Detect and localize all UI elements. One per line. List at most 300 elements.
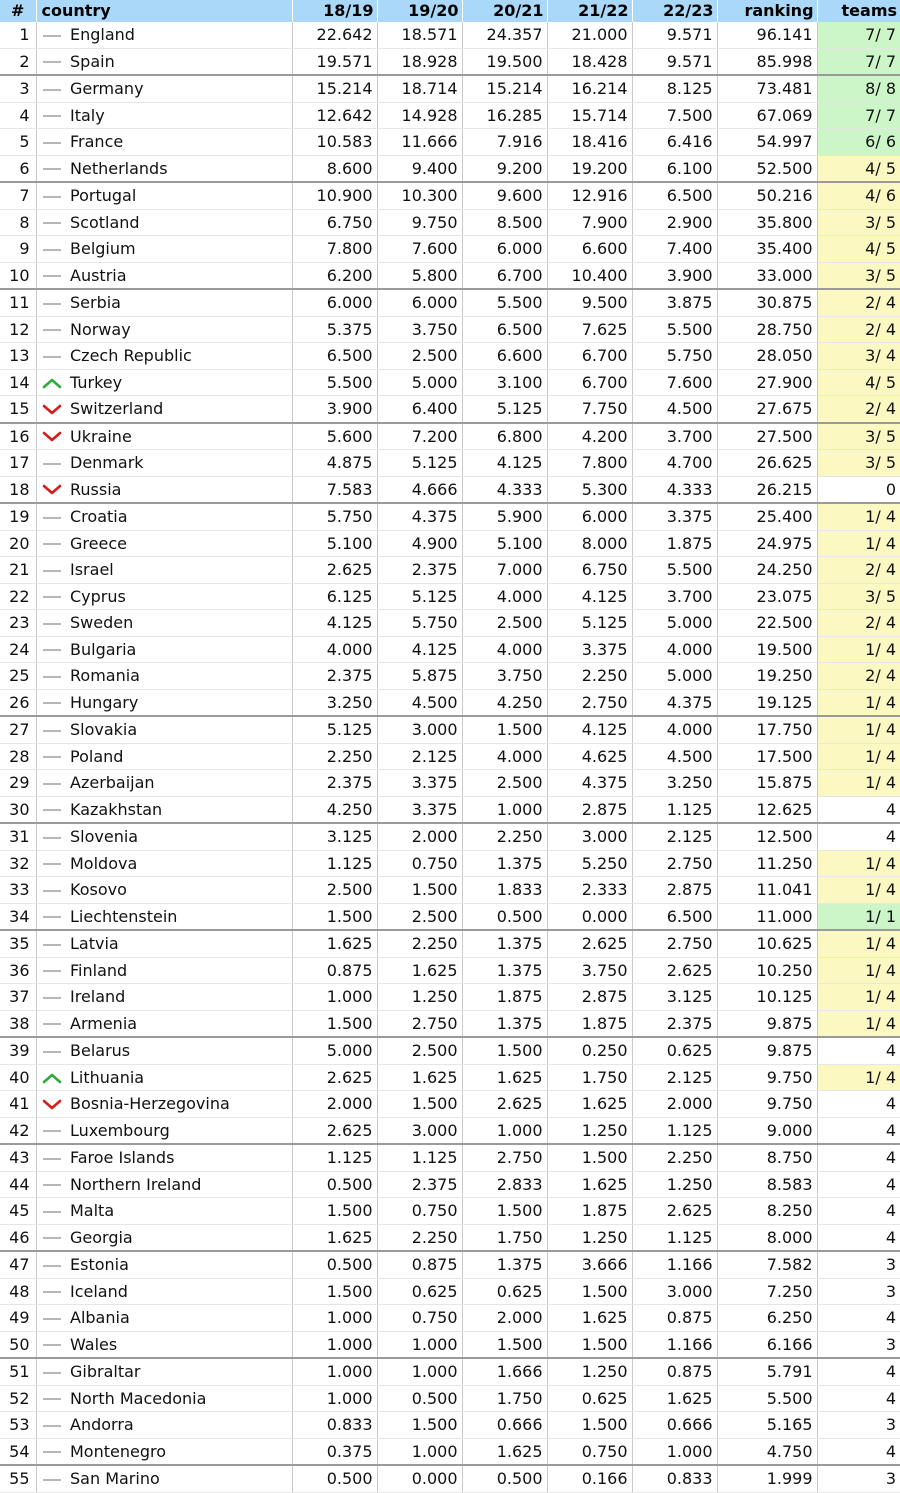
season-score: 5.500 <box>292 369 377 396</box>
ranking-total: 10.250 <box>717 957 817 984</box>
ranking-total: 27.500 <box>717 423 817 450</box>
season-score: 1.500 <box>462 716 547 743</box>
header-season-18-19[interactable]: 18/19 <box>292 0 377 22</box>
header-ranking[interactable]: ranking <box>717 0 817 22</box>
season-score: 2.500 <box>377 343 462 370</box>
season-score: 5.125 <box>547 610 632 637</box>
season-score: 5.600 <box>292 423 377 450</box>
ranking-total: 67.069 <box>717 102 817 129</box>
trend-cell <box>36 102 68 129</box>
ranking-total: 30.875 <box>717 289 817 316</box>
teams-count: 4 <box>817 1224 900 1251</box>
season-score: 2.125 <box>632 1064 717 1091</box>
country-name: Lithuania <box>68 1064 292 1091</box>
season-score: 7.800 <box>547 450 632 477</box>
season-score: 0.750 <box>377 1305 462 1332</box>
table-row <box>0 22 900 48</box>
rank-number: 4 <box>0 102 36 129</box>
country-name: Switzerland <box>68 396 292 423</box>
season-score: 1.625 <box>462 1438 547 1465</box>
teams-count: 1/ 4 <box>817 1010 900 1037</box>
country-name: Iceland <box>68 1278 292 1305</box>
ranking-total: 27.675 <box>717 396 817 423</box>
teams-count: 3 <box>817 1278 900 1305</box>
table-row <box>0 743 900 770</box>
rank-number: 5 <box>0 129 36 156</box>
season-score: 9.750 <box>377 209 462 236</box>
teams-count: 0 <box>817 476 900 503</box>
teams-count: 1/ 4 <box>817 930 900 957</box>
trend-unchanged-icon <box>43 596 61 598</box>
table-row <box>0 557 900 584</box>
country-name: Bulgaria <box>68 636 292 663</box>
trend-cell <box>36 1117 68 1144</box>
trend-cell <box>36 1224 68 1251</box>
country-name: Germany <box>68 75 292 102</box>
trend-cell <box>36 1171 68 1198</box>
trend-cell <box>36 957 68 984</box>
season-score: 0.666 <box>632 1412 717 1439</box>
teams-count: 4/ 5 <box>817 155 900 182</box>
ranking-total: 22.500 <box>717 610 817 637</box>
rank-number: 50 <box>0 1331 36 1358</box>
country-name: Serbia <box>68 289 292 316</box>
table-row <box>0 209 900 236</box>
season-score: 2.375 <box>377 1171 462 1198</box>
season-score: 5.300 <box>547 476 632 503</box>
country-name: Slovakia <box>68 716 292 743</box>
ranking-total: 5.791 <box>717 1358 817 1385</box>
season-score: 0.166 <box>547 1465 632 1492</box>
ranking-total: 11.041 <box>717 877 817 904</box>
ranking-total: 15.875 <box>717 770 817 797</box>
ranking-total: 54.997 <box>717 129 817 156</box>
header-season-22-23[interactable]: 22/23 <box>632 0 717 22</box>
season-score: 1.625 <box>462 1064 547 1091</box>
season-score: 4.500 <box>632 396 717 423</box>
season-score: 1.125 <box>632 1117 717 1144</box>
season-score: 1.250 <box>547 1358 632 1385</box>
header-season-20-21[interactable]: 20/21 <box>462 0 547 22</box>
table-row <box>0 1305 900 1332</box>
header-teams[interactable]: teams <box>817 0 900 22</box>
table-row <box>0 1438 900 1465</box>
season-score: 0.250 <box>547 1037 632 1064</box>
season-score: 2.000 <box>292 1091 377 1118</box>
season-score: 5.100 <box>292 530 377 557</box>
season-score: 16.285 <box>462 102 547 129</box>
season-score: 1.000 <box>292 984 377 1011</box>
table-row <box>0 476 900 503</box>
ranking-total: 19.250 <box>717 663 817 690</box>
season-score: 2.625 <box>292 1117 377 1144</box>
trend-cell <box>36 610 68 637</box>
country-name: Finland <box>68 957 292 984</box>
rank-number: 37 <box>0 984 36 1011</box>
ranking-total: 4.750 <box>717 1438 817 1465</box>
ranking-total: 8.583 <box>717 1171 817 1198</box>
rank-number: 34 <box>0 903 36 930</box>
season-score: 0.500 <box>462 1465 547 1492</box>
table-row <box>0 530 900 557</box>
trend-unchanged-icon <box>43 142 61 144</box>
teams-count: 3 <box>817 1465 900 1492</box>
trend-cell <box>36 1438 68 1465</box>
teams-count: 3/ 5 <box>817 209 900 236</box>
rank-number: 38 <box>0 1010 36 1037</box>
trend-cell <box>36 557 68 584</box>
season-score: 3.000 <box>547 823 632 850</box>
country-name: San Marino <box>68 1465 292 1492</box>
country-name: Ireland <box>68 984 292 1011</box>
trend-cell <box>36 423 68 450</box>
table-row <box>0 1465 900 1492</box>
ranking-total: 17.750 <box>717 716 817 743</box>
season-score: 3.375 <box>377 770 462 797</box>
season-score: 8.000 <box>547 530 632 557</box>
season-score: 4.000 <box>462 583 547 610</box>
season-score: 7.000 <box>462 557 547 584</box>
trend-cell <box>36 1010 68 1037</box>
trend-unchanged-icon <box>43 570 61 572</box>
season-score: 0.625 <box>547 1385 632 1412</box>
rank-number: 23 <box>0 610 36 637</box>
ranking-total: 24.975 <box>717 530 817 557</box>
trend-cell <box>36 369 68 396</box>
ranking-total: 33.000 <box>717 262 817 289</box>
ranking-total: 26.625 <box>717 450 817 477</box>
season-score: 1.375 <box>462 1010 547 1037</box>
season-score: 1.833 <box>462 877 547 904</box>
trend-unchanged-icon <box>43 1211 61 1213</box>
trend-unchanged-icon <box>43 222 61 224</box>
season-score: 19.200 <box>547 155 632 182</box>
header-num[interactable]: # <box>0 0 36 22</box>
trend-cell <box>36 155 68 182</box>
season-score: 10.300 <box>377 182 462 209</box>
country-name: Wales <box>68 1331 292 1358</box>
season-score: 0.625 <box>632 1037 717 1064</box>
trend-unchanged-icon <box>43 837 61 839</box>
season-score: 2.900 <box>632 209 717 236</box>
season-score: 1.375 <box>462 930 547 957</box>
trend-unchanged-icon <box>43 1158 61 1160</box>
country-name: Croatia <box>68 503 292 530</box>
season-score: 5.125 <box>292 716 377 743</box>
ranking-total: 9.750 <box>717 1064 817 1091</box>
season-score: 4.125 <box>377 636 462 663</box>
season-score: 5.500 <box>632 557 717 584</box>
trend-unchanged-icon <box>43 783 61 785</box>
table-row <box>0 1010 900 1037</box>
table-row <box>0 1117 900 1144</box>
rank-number: 44 <box>0 1171 36 1198</box>
table-row <box>0 1278 900 1305</box>
country-name: Malta <box>68 1198 292 1225</box>
ranking-total: 11.250 <box>717 850 817 877</box>
trend-cell <box>36 396 68 423</box>
season-score: 1.250 <box>377 984 462 1011</box>
season-score: 5.750 <box>377 610 462 637</box>
season-score: 0.875 <box>632 1358 717 1385</box>
season-score: 2.375 <box>632 1010 717 1037</box>
rank-number: 16 <box>0 423 36 450</box>
ranking-total: 10.125 <box>717 984 817 1011</box>
trend-cell <box>36 770 68 797</box>
table-row <box>0 450 900 477</box>
season-score: 4.500 <box>632 743 717 770</box>
season-score: 6.500 <box>462 316 547 343</box>
season-score: 0.500 <box>377 1385 462 1412</box>
trend-unchanged-icon <box>43 1291 61 1293</box>
teams-count: 3 <box>817 1251 900 1278</box>
season-score: 2.500 <box>377 1037 462 1064</box>
table-row <box>0 423 900 450</box>
season-score: 0.875 <box>292 957 377 984</box>
season-score: 1.500 <box>377 1091 462 1118</box>
season-score: 3.250 <box>292 689 377 716</box>
header-season-19-20[interactable]: 19/20 <box>377 0 462 22</box>
trend-unchanged-icon <box>43 1398 61 1400</box>
season-score: 1.625 <box>377 957 462 984</box>
teams-count: 2/ 4 <box>817 663 900 690</box>
season-score: 6.000 <box>462 236 547 263</box>
season-score: 5.375 <box>292 316 377 343</box>
trend-down-icon <box>40 403 64 417</box>
season-score: 2.750 <box>632 850 717 877</box>
table-row <box>0 316 900 343</box>
season-score: 15.214 <box>462 75 547 102</box>
trend-unchanged-icon <box>43 356 61 358</box>
trend-down-icon <box>40 483 64 497</box>
table-row <box>0 1358 900 1385</box>
teams-count: 1/ 4 <box>817 957 900 984</box>
ranking-total: 12.500 <box>717 823 817 850</box>
season-score: 0.750 <box>547 1438 632 1465</box>
season-score: 4.333 <box>632 476 717 503</box>
table-row <box>0 155 900 182</box>
season-score: 1.500 <box>377 1412 462 1439</box>
season-score: 1.625 <box>547 1305 632 1332</box>
trend-unchanged-icon <box>43 863 61 865</box>
ranking-total: 9.875 <box>717 1037 817 1064</box>
season-score: 7.400 <box>632 236 717 263</box>
season-score: 1.000 <box>462 796 547 823</box>
ranking-total: 28.750 <box>717 316 817 343</box>
season-score: 2.250 <box>462 823 547 850</box>
table-row <box>0 903 900 930</box>
season-score: 6.416 <box>632 129 717 156</box>
trend-unchanged-icon <box>43 1344 61 1346</box>
trend-cell <box>36 1037 68 1064</box>
ranking-total: 9.000 <box>717 1117 817 1144</box>
season-score: 3.375 <box>632 503 717 530</box>
rank-number: 30 <box>0 796 36 823</box>
trend-cell <box>36 129 68 156</box>
season-score: 5.000 <box>632 663 717 690</box>
ranking-total: 26.215 <box>717 476 817 503</box>
season-score: 0.666 <box>462 1412 547 1439</box>
table-row <box>0 343 900 370</box>
trend-cell <box>36 1465 68 1492</box>
season-score: 10.900 <box>292 182 377 209</box>
ranking-total: 9.750 <box>717 1091 817 1118</box>
rank-number: 35 <box>0 930 36 957</box>
season-score: 0.833 <box>632 1465 717 1492</box>
ranking-total: 12.625 <box>717 796 817 823</box>
rank-number: 6 <box>0 155 36 182</box>
rank-number: 55 <box>0 1465 36 1492</box>
season-score: 2.500 <box>462 770 547 797</box>
season-score: 1.750 <box>547 1064 632 1091</box>
season-score: 8.600 <box>292 155 377 182</box>
season-score: 6.750 <box>547 557 632 584</box>
teams-count: 1/ 4 <box>817 636 900 663</box>
season-score: 7.900 <box>547 209 632 236</box>
season-score: 0.000 <box>377 1465 462 1492</box>
season-score: 1.166 <box>632 1331 717 1358</box>
season-score: 1.625 <box>292 1224 377 1251</box>
country-name: Slovenia <box>68 823 292 850</box>
trend-cell <box>36 22 68 48</box>
rank-number: 26 <box>0 689 36 716</box>
season-score: 4.375 <box>377 503 462 530</box>
trend-unchanged-icon <box>43 115 61 117</box>
season-score: 5.500 <box>462 289 547 316</box>
season-score: 9.400 <box>377 155 462 182</box>
table-row <box>0 1331 900 1358</box>
rank-number: 40 <box>0 1064 36 1091</box>
ranking-total: 7.582 <box>717 1251 817 1278</box>
table-row <box>0 850 900 877</box>
rank-number: 14 <box>0 369 36 396</box>
season-score: 1.750 <box>462 1385 547 1412</box>
season-score: 1.125 <box>292 1144 377 1171</box>
ranking-total: 50.216 <box>717 182 817 209</box>
country-name: Moldova <box>68 850 292 877</box>
table-row <box>0 610 900 637</box>
season-score: 1.500 <box>547 1412 632 1439</box>
country-name: Romania <box>68 663 292 690</box>
country-name: Georgia <box>68 1224 292 1251</box>
season-score: 5.250 <box>547 850 632 877</box>
season-score: 4.000 <box>462 636 547 663</box>
teams-count: 1/ 4 <box>817 1064 900 1091</box>
teams-count: 4 <box>817 1438 900 1465</box>
season-score: 3.000 <box>632 1278 717 1305</box>
trend-unchanged-icon <box>43 997 61 999</box>
season-score: 1.625 <box>547 1091 632 1118</box>
rank-number: 28 <box>0 743 36 770</box>
trend-cell <box>36 850 68 877</box>
season-score: 2.000 <box>632 1091 717 1118</box>
country-name: Latvia <box>68 930 292 957</box>
season-score: 2.250 <box>632 1144 717 1171</box>
season-score: 1.875 <box>632 530 717 557</box>
teams-count: 1/ 4 <box>817 984 900 1011</box>
season-score: 3.750 <box>462 663 547 690</box>
trend-unchanged-icon <box>43 35 61 37</box>
season-score: 1.000 <box>632 1438 717 1465</box>
season-score: 0.833 <box>292 1412 377 1439</box>
season-score: 7.916 <box>462 129 547 156</box>
ranking-total: 17.500 <box>717 743 817 770</box>
trend-unchanged-icon <box>43 1184 61 1186</box>
trend-unchanged-icon <box>43 730 61 732</box>
season-score: 2.250 <box>292 743 377 770</box>
season-score: 5.000 <box>377 369 462 396</box>
country-name: Greece <box>68 530 292 557</box>
season-score: 9.200 <box>462 155 547 182</box>
season-score: 2.750 <box>462 1144 547 1171</box>
teams-count: 1/ 4 <box>817 770 900 797</box>
rank-number: 31 <box>0 823 36 850</box>
table-row <box>0 1064 900 1091</box>
rank-number: 24 <box>0 636 36 663</box>
season-score: 4.000 <box>292 636 377 663</box>
season-score: 15.214 <box>292 75 377 102</box>
season-score: 3.000 <box>377 716 462 743</box>
ranking-total: 11.000 <box>717 903 817 930</box>
ranking-total: 96.141 <box>717 22 817 48</box>
ranking-total: 8.250 <box>717 1198 817 1225</box>
rank-number: 13 <box>0 343 36 370</box>
country-name: Ukraine <box>68 423 292 450</box>
ranking-total: 5.165 <box>717 1412 817 1439</box>
season-score: 4.333 <box>462 476 547 503</box>
season-score: 9.571 <box>632 48 717 75</box>
season-score: 7.500 <box>632 102 717 129</box>
header-row <box>0 0 900 22</box>
season-score: 15.714 <box>547 102 632 129</box>
season-score: 0.500 <box>292 1465 377 1492</box>
season-score: 2.625 <box>292 557 377 584</box>
table-row <box>0 770 900 797</box>
rank-number: 46 <box>0 1224 36 1251</box>
trend-cell <box>36 636 68 663</box>
season-score: 1.750 <box>462 1224 547 1251</box>
season-score: 0.000 <box>547 903 632 930</box>
teams-count: 1/ 4 <box>817 743 900 770</box>
header-season-21-22[interactable]: 21/22 <box>547 0 632 22</box>
season-score: 2.125 <box>632 823 717 850</box>
season-score: 5.000 <box>292 1037 377 1064</box>
ranking-total: 6.166 <box>717 1331 817 1358</box>
ranking-total: 6.250 <box>717 1305 817 1332</box>
table-row <box>0 1171 900 1198</box>
trend-cell <box>36 663 68 690</box>
country-name: Italy <box>68 102 292 129</box>
header-country[interactable]: country <box>36 0 292 22</box>
table-row <box>0 663 900 690</box>
season-score: 1.000 <box>292 1385 377 1412</box>
ranking-total: 7.250 <box>717 1278 817 1305</box>
trend-cell <box>36 1144 68 1171</box>
season-score: 6.600 <box>462 343 547 370</box>
teams-count: 1/ 4 <box>817 689 900 716</box>
ranking-total: 28.050 <box>717 343 817 370</box>
season-score: 2.333 <box>547 877 632 904</box>
season-score: 1.500 <box>377 877 462 904</box>
table-row <box>0 182 900 209</box>
country-name: Czech Republic <box>68 343 292 370</box>
season-score: 24.357 <box>462 22 547 48</box>
season-score: 2.250 <box>547 663 632 690</box>
trend-cell <box>36 1358 68 1385</box>
trend-down-icon <box>40 430 64 444</box>
season-score: 9.500 <box>547 289 632 316</box>
trend-unchanged-icon <box>43 275 61 277</box>
